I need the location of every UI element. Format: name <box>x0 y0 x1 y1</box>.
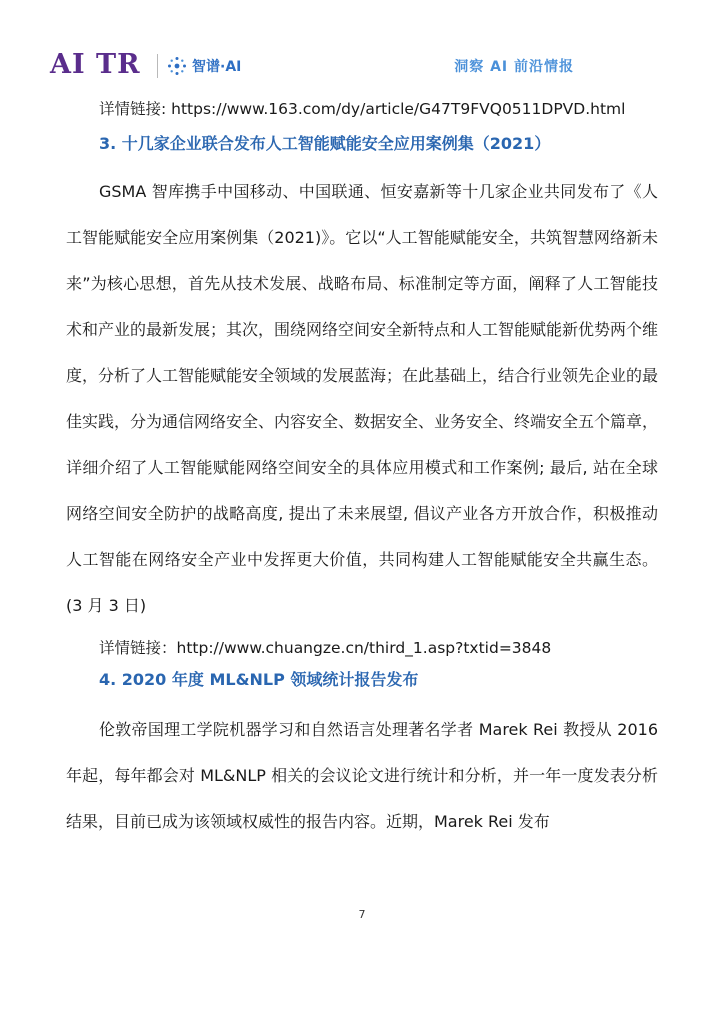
partner-logo <box>167 54 241 78</box>
logo-divider <box>157 54 158 78</box>
page-header <box>0 0 724 90</box>
details-link[interactable]: 详情链接: https://www.163.com/dy/article/G47T9FVQ0511DPVD.html <box>99 100 626 118</box>
details-link[interactable]: 详情链接：http://www.chuangze.cn/third_1.asp?txtid=3848 <box>99 639 552 657</box>
section-heading-3: 3. 十几家企业联合发布人工智能赋能安全应用案例集（2021） <box>99 134 551 153</box>
partner-logo-text: 智谱·AI <box>192 59 242 75</box>
page-number: 7 <box>358 908 366 921</box>
main-content <box>66 92 658 845</box>
section-paragraph-3: GSMA 智库携手中国移动、中国联通、恒安嘉新等十几家企业共同发布了《人工智能赋能安全应用案例集（2021)》。它以“人工智能赋能安全，共筑智慧网络新未来”为核心思想，首先从技术发展、战略布局、标准制定等方面，阐释了人工智能技术和产业的最新发展；其次，围绕网络空间安全新特点和人工智能赋能新优势两个维度，分析了人工智能赋能安全领域的发展蓝海；在此基础上，结合行业领先企业的最佳实践，分为通信网络安全、内容安全、数据安全、业务安全、终端安全五个篇章，详细介绍了人工智能赋能网络空间安全的具体应用模式和工作案例; 最后, 站在全球网络空间安全防护的战略高度, 提出了未来展望, 倡议产业各方开放合作，积极推动人工智能在网络安全产业中发挥更大价值，共同构建人工智能赋能安全共赢生态。(3 月 3 日) <box>66 182 659 615</box>
zhipu-logo-icon <box>167 56 187 76</box>
aitr-logo: AI TR <box>50 49 141 80</box>
section-heading-4: 4. 2020 年度 ML&NLP 领域统计报告发布 <box>99 670 419 689</box>
header-tagline: 洞察 AI 前沿情报 <box>454 59 574 75</box>
section-paragraph-4: 伦敦帝国理工学院机器学习和自然语言处理著名学者 Marek Rei 教授从 2016 年起，每年都会对 ML&NLP 相关的会议论文进行统计和分析，并一年一度发表分析结果，目前已成为该领域权威性的报告内容。近期，Marek Rei 发布 <box>66 720 658 831</box>
